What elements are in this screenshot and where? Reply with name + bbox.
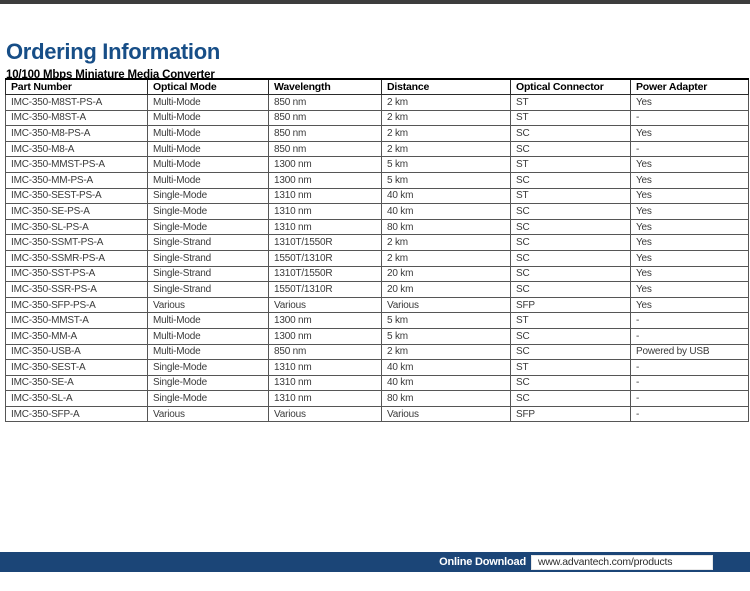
- table-cell: SC: [511, 235, 631, 251]
- table-cell: IMC-350-SSMT-PS-A: [6, 235, 148, 251]
- table-cell: 1300 nm: [269, 313, 382, 329]
- table-row: [6, 375, 749, 391]
- table-cell: 1300 nm: [269, 172, 382, 188]
- table-cell: Yes: [631, 282, 749, 298]
- table-cell: 2 km: [382, 235, 511, 251]
- table-row: [6, 110, 749, 126]
- table-cell: 5 km: [382, 313, 511, 329]
- table-cell: ST: [511, 110, 631, 126]
- table-cell: IMC-350-MMST-PS-A: [6, 157, 148, 173]
- table-cell: 2 km: [382, 141, 511, 157]
- table-cell: Multi-Mode: [148, 172, 269, 188]
- table-cell: Single-Mode: [148, 219, 269, 235]
- table-row: [6, 95, 749, 111]
- table-cell: SC: [511, 141, 631, 157]
- table-row: [6, 188, 749, 204]
- table-cell: 1310 nm: [269, 391, 382, 407]
- table-cell: 5 km: [382, 328, 511, 344]
- table-row: [6, 126, 749, 142]
- online-download-bar: [0, 552, 750, 572]
- table-cell: 1300 nm: [269, 328, 382, 344]
- table-cell: IMC-350-USB-A: [6, 344, 148, 360]
- online-download-label: Online Download: [439, 556, 526, 568]
- table-cell: IMC-350-SE-A: [6, 375, 148, 391]
- table-cell: IMC-350-M8ST-PS-A: [6, 95, 148, 111]
- table-cell: Single-Mode: [148, 204, 269, 220]
- table-cell: 40 km: [382, 375, 511, 391]
- table-cell: ST: [511, 188, 631, 204]
- table-cell: ST: [511, 360, 631, 376]
- table-cell: 1310T/1550R: [269, 235, 382, 251]
- table-cell: -: [631, 141, 749, 157]
- page-top-rule: [0, 0, 750, 4]
- table-row: [6, 157, 749, 173]
- table-cell: ST: [511, 95, 631, 111]
- table-cell: 1550T/1310R: [269, 250, 382, 266]
- column-header: Wavelength: [269, 79, 382, 95]
- table-cell: 20 km: [382, 266, 511, 282]
- table-body: [6, 95, 749, 422]
- table-cell: ST: [511, 157, 631, 173]
- table-row: [6, 313, 749, 329]
- table-cell: IMC-350-M8-A: [6, 141, 148, 157]
- table-cell: IMC-350-SFP-A: [6, 406, 148, 422]
- table-cell: Multi-Mode: [148, 328, 269, 344]
- table-cell: ST: [511, 313, 631, 329]
- table-row: [6, 328, 749, 344]
- table-cell: Multi-Mode: [148, 313, 269, 329]
- table-cell: Single-Mode: [148, 375, 269, 391]
- column-header: Power Adapter: [631, 79, 749, 95]
- table-cell: Yes: [631, 266, 749, 282]
- table-cell: 850 nm: [269, 141, 382, 157]
- table-cell: Various: [382, 406, 511, 422]
- table-row: [6, 235, 749, 251]
- table-cell: 80 km: [382, 219, 511, 235]
- table-cell: SFP: [511, 406, 631, 422]
- table-cell: 40 km: [382, 360, 511, 376]
- table-cell: Yes: [631, 172, 749, 188]
- table-cell: -: [631, 313, 749, 329]
- table-cell: Yes: [631, 157, 749, 173]
- column-header: Distance: [382, 79, 511, 95]
- page-title: Ordering Information: [6, 38, 221, 64]
- table-cell: 80 km: [382, 391, 511, 407]
- table-row: [6, 391, 749, 407]
- table-cell: IMC-350-SEST-PS-A: [6, 188, 148, 204]
- table-cell: Yes: [631, 126, 749, 142]
- table-cell: Various: [148, 297, 269, 313]
- download-url-text: www.advantech.com/products: [538, 556, 673, 568]
- ordering-table-container: [5, 78, 748, 422]
- table-cell: Single-Mode: [148, 391, 269, 407]
- table-cell: SC: [511, 219, 631, 235]
- table-cell: IMC-350-MM-A: [6, 328, 148, 344]
- table-cell: SFP: [511, 297, 631, 313]
- table-row: [6, 360, 749, 376]
- table-cell: SC: [511, 266, 631, 282]
- column-header: Optical Connector: [511, 79, 631, 95]
- table-cell: IMC-350-MMST-A: [6, 313, 148, 329]
- ordering-table: [5, 78, 749, 422]
- table-cell: SC: [511, 282, 631, 298]
- table-cell: Single-Strand: [148, 235, 269, 251]
- table-cell: -: [631, 110, 749, 126]
- section-subtitle: 10/100 Mbps Miniature Media Converter: [6, 68, 215, 81]
- table-row: [6, 141, 749, 157]
- table-cell: Single-Strand: [148, 250, 269, 266]
- table-cell: SC: [511, 172, 631, 188]
- table-cell: Various: [269, 406, 382, 422]
- table-cell: 2 km: [382, 344, 511, 360]
- table-cell: 1550T/1310R: [269, 282, 382, 298]
- table-cell: Yes: [631, 235, 749, 251]
- table-cell: IMC-350-SSR-PS-A: [6, 282, 148, 298]
- table-cell: 850 nm: [269, 110, 382, 126]
- table-cell: SC: [511, 250, 631, 266]
- table-row: [6, 282, 749, 298]
- table-cell: 1310 nm: [269, 219, 382, 235]
- table-cell: Multi-Mode: [148, 126, 269, 142]
- table-cell: 850 nm: [269, 95, 382, 111]
- table-cell: SC: [511, 328, 631, 344]
- table-cell: SC: [511, 344, 631, 360]
- table-cell: 1310T/1550R: [269, 266, 382, 282]
- table-cell: 850 nm: [269, 344, 382, 360]
- table-row: [6, 266, 749, 282]
- table-cell: 2 km: [382, 126, 511, 142]
- table-cell: 850 nm: [269, 126, 382, 142]
- table-cell: 2 km: [382, 250, 511, 266]
- table-cell: Yes: [631, 250, 749, 266]
- table-cell: Multi-Mode: [148, 110, 269, 126]
- table-cell: -: [631, 375, 749, 391]
- table-cell: Powered by USB: [631, 344, 749, 360]
- table-cell: 5 km: [382, 172, 511, 188]
- table-cell: 1300 nm: [269, 157, 382, 173]
- table-cell: Yes: [631, 297, 749, 313]
- table-cell: Single-Strand: [148, 282, 269, 298]
- table-header-row: [6, 79, 749, 95]
- table-row: [6, 297, 749, 313]
- table-cell: -: [631, 391, 749, 407]
- table-cell: Single-Mode: [148, 360, 269, 376]
- table-cell: IMC-350-SL-A: [6, 391, 148, 407]
- table-row: [6, 344, 749, 360]
- table-row: [6, 204, 749, 220]
- table-cell: 40 km: [382, 204, 511, 220]
- table-cell: IMC-350-SL-PS-A: [6, 219, 148, 235]
- table-row: [6, 406, 749, 422]
- table-row: [6, 172, 749, 188]
- table-cell: 1310 nm: [269, 375, 382, 391]
- table-cell: Yes: [631, 95, 749, 111]
- table-cell: Yes: [631, 188, 749, 204]
- table-cell: Multi-Mode: [148, 344, 269, 360]
- table-cell: SC: [511, 375, 631, 391]
- table-cell: 2 km: [382, 95, 511, 111]
- table-cell: IMC-350-SST-PS-A: [6, 266, 148, 282]
- table-cell: IMC-350-SE-PS-A: [6, 204, 148, 220]
- table-cell: IMC-350-M8-PS-A: [6, 126, 148, 142]
- table-cell: -: [631, 328, 749, 344]
- column-header: Optical Mode: [148, 79, 269, 95]
- table-cell: IMC-350-M8ST-A: [6, 110, 148, 126]
- table-cell: 20 km: [382, 282, 511, 298]
- table-cell: IMC-350-MM-PS-A: [6, 172, 148, 188]
- table-cell: SC: [511, 204, 631, 220]
- table-cell: Multi-Mode: [148, 95, 269, 111]
- table-cell: Multi-Mode: [148, 141, 269, 157]
- table-cell: 40 km: [382, 188, 511, 204]
- table-cell: Various: [148, 406, 269, 422]
- table-cell: 1310 nm: [269, 204, 382, 220]
- table-cell: -: [631, 406, 749, 422]
- table-row: [6, 250, 749, 266]
- table-cell: IMC-350-SEST-A: [6, 360, 148, 376]
- table-cell: SC: [511, 391, 631, 407]
- download-url-box[interactable]: [531, 555, 713, 570]
- table-cell: Yes: [631, 204, 749, 220]
- column-header: Part Number: [6, 79, 148, 95]
- table-cell: 1310 nm: [269, 188, 382, 204]
- table-cell: Single-Mode: [148, 188, 269, 204]
- table-cell: Various: [269, 297, 382, 313]
- table-cell: Various: [382, 297, 511, 313]
- table-cell: Multi-Mode: [148, 157, 269, 173]
- table-cell: SC: [511, 126, 631, 142]
- table-cell: IMC-350-SFP-PS-A: [6, 297, 148, 313]
- table-cell: IMC-350-SSMR-PS-A: [6, 250, 148, 266]
- table-cell: -: [631, 360, 749, 376]
- table-cell: 2 km: [382, 110, 511, 126]
- table-cell: Single-Strand: [148, 266, 269, 282]
- table-cell: Yes: [631, 219, 749, 235]
- table-cell: 5 km: [382, 157, 511, 173]
- table-row: [6, 219, 749, 235]
- table-cell: 1310 nm: [269, 360, 382, 376]
